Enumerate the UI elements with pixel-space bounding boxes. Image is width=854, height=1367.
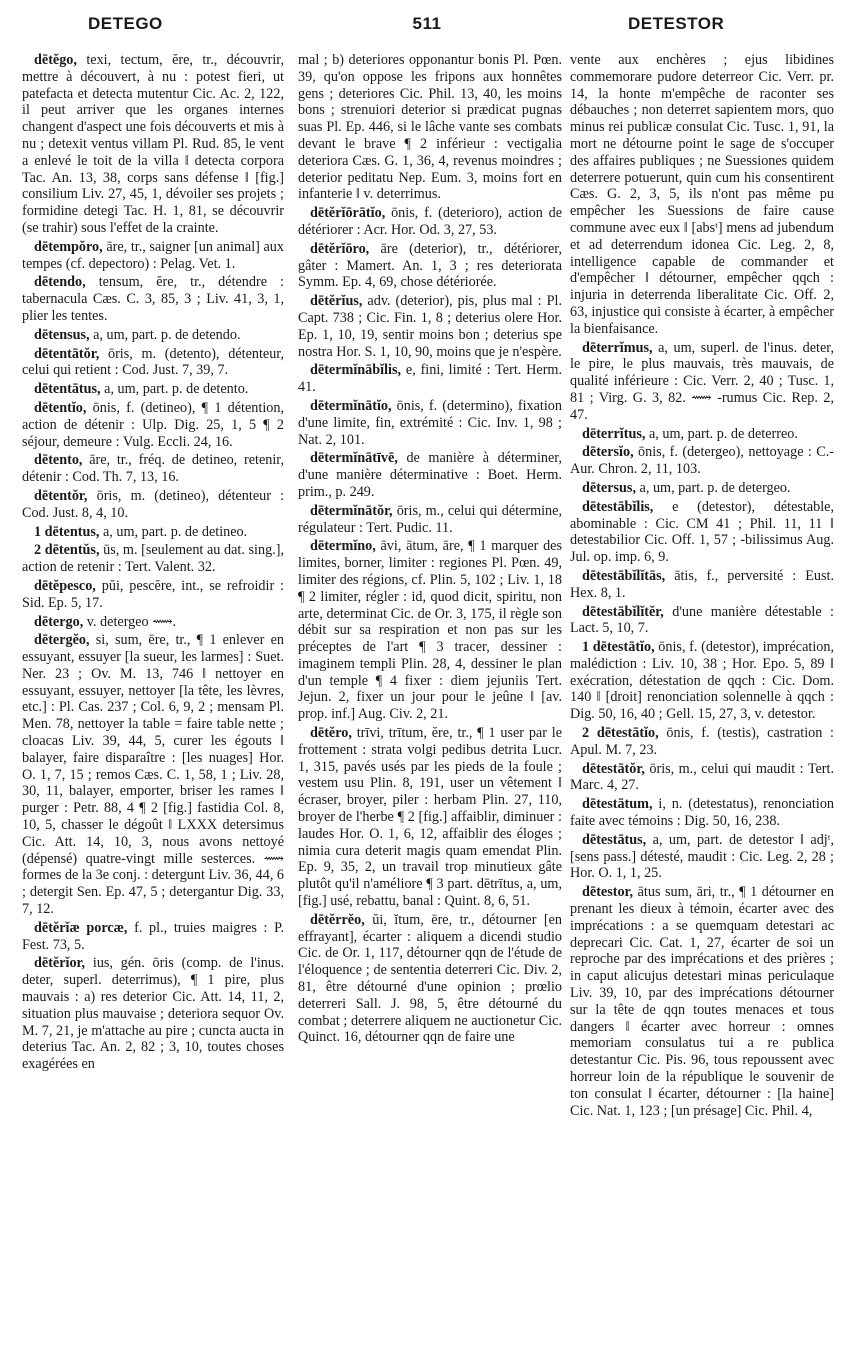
dictionary-entry bbox=[298, 538, 562, 723]
entry-definition: ōnis, f. (determino), fixation d'une limite, fin, extrémité : Cic. Inv. 1, 98 ; Nat. 2, 101. bbox=[298, 397, 562, 448]
dictionary-entry bbox=[22, 542, 284, 576]
dictionary-entry bbox=[22, 327, 284, 344]
entry-definition: a, um, superl. de l'inus. deter, le pire, le plus mauvais, très mauvais, de qualité inférieure : Cic. Verr. 2, 40 ; Tusc. 1, 81 ; Virg. G. 3, 82. ⟿ -rumus Cic. Rep. 2, 47. bbox=[570, 339, 834, 423]
entry-headword: dētersĭo, bbox=[582, 444, 634, 461]
entry-definition: ōnis, f. (deterioro), action de détériorer : Acr. Hor. Od. 3, 27, 53. bbox=[298, 205, 562, 238]
entry-definition: āre (deterior), tr., détériorer, gâter : Mamert. An. 1, 3 ; res deteriorata Symm. Ep. 4, 69, chose détériorée. bbox=[298, 240, 562, 291]
dictionary-entry bbox=[298, 398, 562, 448]
entry-definition: d'une manière détestable : Lact. 5, 10, 7. bbox=[570, 603, 834, 637]
entry-headword: dētĕrĭus, bbox=[310, 293, 363, 310]
entry-definition: vente aux enchères ; ejus libidines commemorare pudore deterreor Cic. Verr. pr. 14, la honte m'empêche de raconter ses débauches ; non deterret sapientem mors, quo minus rei publicæ consulat Cic. Tusc. 1, 91, la mort ne détourne point le sage de s'occuper des affaires publiques ; ne Suessiones quidem deterrere potuerunt, quin cum his consentirent Cæs. G. 2, 3, 5, ils n'ont pas même pu empêcher les Suessions de faire cause commune avec eux ‖ [absᵗ] mens ad jubendum et ad deterrendum idonea Cic. Leg. 2, 8, intelligence capable de commander et d'empêcher ‖ détourner, empêcher qqch : injuria in deterrenda liberalitate Cic. Off. 2, 63, injustice qui consiste à écarter, à empêcher la bienfaisance. bbox=[570, 52, 834, 337]
entry-definition: āre, tr., fréq. de detineo, retenir, détenir : Cod. Th. 7, 13, 16. bbox=[22, 452, 284, 486]
entry-headword: dētentātŏr, bbox=[34, 345, 100, 362]
entry-definition: ōris, m., celui qui détermine, régulateur : Tert. Pudic. 11. bbox=[298, 502, 562, 536]
entry-headword: dētentŏr, bbox=[34, 487, 88, 504]
entry-definition: ūs, m. [seulement au dat. sing.], action de retenir : Tert. Valent. 32. bbox=[22, 542, 284, 576]
dictionary-entry bbox=[570, 761, 834, 795]
entry-headword: dētĕgo, bbox=[34, 52, 77, 68]
entry-definition: a, um, part. p. de deterreo. bbox=[648, 425, 798, 442]
entry-headword: dētermĭnābĭlis, bbox=[310, 362, 402, 379]
entry-definition: f. pl., truies maigres : P. Fest. 73, 5. bbox=[22, 919, 284, 953]
dictionary-entry bbox=[22, 488, 284, 522]
entry-definition: a, um, part. p. de detineo. bbox=[102, 523, 248, 540]
dictionary-entry bbox=[570, 52, 834, 338]
header-last-word: DETESTOR bbox=[628, 14, 725, 33]
page-number: 511 bbox=[412, 14, 442, 33]
dictionary-entry bbox=[298, 725, 562, 910]
dictionary-entry bbox=[570, 832, 834, 882]
entry-headword: dētento, bbox=[34, 452, 83, 469]
dictionary-entry bbox=[298, 52, 562, 203]
dictionary-entry bbox=[570, 725, 834, 759]
dictionary-column-1 bbox=[22, 52, 284, 1357]
entry-definition: si, sum, ēre, tr., ¶ 1 enlever en essuyant, essuyer [la sueur, les larmes] : Suet. Ner. 23 ; Ov. M. 13, 746 ‖ nettoyer en essuyant, essuyer, nettoyer [la tête, les lèvres, etc.] : Pl. Cas. 237 ; Col. 6, 9, 2 ; mensam Pl. Men. 78, nettoyer la table = faire table nette ; cloacas Liv. 39, 44, 5, curer les égouts ‖ balayer, faire disparaître : [les nuages] Hor. O. 1, 7, 15 ; remos Cæs. C. 1, 58, 1 ; Liv. 28, 30, 11, balayer, emporter, briser les rames ‖ purger : Petr. 88, 4 ¶ 2 [fig.] fastidia Col. 8, 10, 5, chasser le dégoût ‖ LXXX detersimus Cic. Att. 14, 10, 3, nous avons nettoyé (dépensé) quatre-vingt mille sesterces. ⟿ formes de la 3e conj. : detergunt Liv. 36, 44, 6 ; detergit Sen. Ep. 47, 5 ; detergantur Dig. 33, 7, 12. bbox=[22, 632, 284, 918]
dictionary-entry bbox=[298, 293, 562, 360]
entry-headword: dētĕrĭōrātĭo, bbox=[310, 205, 386, 222]
dictionary-entry bbox=[22, 381, 284, 398]
dictionary-entry bbox=[298, 241, 562, 291]
entry-definition: e (detestor), détestable, abominable : Cic. CM 41 ; Phil. 11, 11 ‖ detestabilior Cic. Off. 1, 57 ; -bilissimus Aug. Jul. op. imp. 6, 9. bbox=[570, 498, 834, 566]
entry-headword: dētergo, bbox=[34, 613, 84, 630]
entry-definition: ōnis, f. (detestor), imprécation, malédiction : Liv. 10, 38 ; Hor. Epo. 5, 89 ‖ exécration, détestation de qqch : Cic. Dom. 140 ‖ [droit] renonciation solennelle à qqch : Dig. 50, 16, 40 ; Gell. 15, 27, 3, v. detestor. bbox=[570, 639, 834, 723]
dictionary-entry bbox=[298, 912, 562, 1046]
entry-headword: dētermĭnātĭo, bbox=[310, 397, 392, 414]
entry-headword: 2 dētestātĭo, bbox=[582, 725, 659, 742]
dictionary-entry bbox=[298, 503, 562, 537]
dictionary-entry bbox=[22, 578, 284, 612]
dictionary-column-3 bbox=[570, 52, 834, 1357]
dictionary-entry bbox=[22, 614, 284, 631]
entry-headword: dētestor, bbox=[582, 884, 634, 901]
dictionary-entry bbox=[22, 920, 284, 954]
entry-headword: dētestābĭlĭtās, bbox=[582, 567, 666, 584]
entry-definition: pŭi, pescĕre, int., se refroidir : Sid. Ep. 5, 17. bbox=[22, 577, 284, 611]
dictionary-entry bbox=[298, 362, 562, 396]
entry-headword: dētendo, bbox=[34, 274, 86, 291]
entry-headword: dētermĭnātŏr, bbox=[310, 502, 393, 519]
dictionary-entry bbox=[570, 499, 834, 566]
entry-headword: dētĕrĭor, bbox=[34, 955, 86, 972]
entry-definition: āvi, ātum, āre, ¶ 1 marquer des limites, borner, limiter : regiones Pl. Pœn. 49, limiter des régions, cf. Plin. 5, 102 ; Liv. 1, 18 ¶ 2 limiter, régler : id, quod dicit, spiritu, non arte, determinat Cic. de Or. 3, 175, il règle son débit sur sa respiration et non pas sur les préceptes de l'art ¶ 3 tracer, dessiner : imaginem templi Plin. 28, 4, dessiner le plan d'un temple ¶ 4 fixer : diem jejuniis Tert. Jejun. 2, fixer un jour pour le jeûne ‖ [av. prop. inf.] Aug. Civ. 2, 21. bbox=[298, 538, 562, 723]
entry-headword: dētestātŏr, bbox=[582, 760, 645, 777]
entry-definition: ōnis, f. (testis), castration : Apul. M. 7, 23. bbox=[570, 725, 834, 758]
dictionary-entry bbox=[570, 340, 834, 424]
entry-headword: dētestātus, bbox=[582, 831, 647, 848]
entry-headword: dētestātum, bbox=[582, 796, 653, 813]
entry-definition: ōris, m. (detineo), détenteur : Cod. Just. 8, 4, 10. bbox=[22, 487, 284, 521]
entry-headword: dēterrĭtus, bbox=[582, 425, 646, 442]
entry-headword: 2 dētentŭs, bbox=[34, 542, 100, 559]
entry-headword: dēterrĭmus, bbox=[582, 339, 653, 356]
entry-headword: dētentātus, bbox=[34, 381, 101, 398]
dictionary-entry bbox=[570, 884, 834, 1119]
dictionary-entry bbox=[570, 480, 834, 497]
entry-definition: āre, tr., saigner [un animal] aux tempes (cf. depectoro) : Pelag. Vet. 1. bbox=[22, 238, 284, 272]
entry-definition: ius, gén. ōris (comp. de l'inus. deter, superl. deterrimus), ¶ 1 pire, plus mauvais : a) res deterior Cic. Att. 14, 11, 2, situation plus mauvaise ; deteriora sequor Ov. M. 7, 21, je m'attache au pire ; cuncta aucta in deterius Tac. An. 2, 82 ; 3, 10, toutes choses exagérées en bbox=[22, 955, 284, 1073]
entry-headword: dētempŏro, bbox=[34, 238, 103, 255]
entry-headword: dētĕrĭæ porcæ, bbox=[34, 919, 128, 936]
entry-headword: 1 dētestātĭo, bbox=[582, 639, 655, 656]
dictionary-entry bbox=[570, 444, 834, 478]
entry-definition: ŭi, ĭtum, ēre, tr., détourner [en effrayant], écarter : aliquem a dicendi studio Cic. de Or. 1, 117, détourner qqn de l'étude de l'éloquence ; de sententia deterreri Cic. Div. 2, 81, être détourné d'une opinion ; prœlio deterreri Sall. J. 98, 5, être détourné du combat ; deterrere aliquem ne auctionetur Cic. Quinct. 16, détourner qqn de faire une bbox=[298, 911, 562, 1046]
entry-definition: ōnis, f. (detineo), ¶ 1 détention, action de détenir : Ulp. Dig. 25, 1, 5 ¶ 2 séjour, demeure : Vulg. Eccli. 24, 16. bbox=[22, 399, 284, 450]
dictionary-entry bbox=[298, 205, 562, 239]
entry-definition: de manière à déterminer, d'une manière déterminative : Boet. Herm. prim., p. 249. bbox=[298, 450, 562, 500]
entry-headword: dētĕrĭōro, bbox=[310, 240, 370, 257]
entry-definition: a, um, part. p. de detento. bbox=[104, 381, 249, 398]
entry-definition: adv. (deterior), pis, plus mal : Pl. Capt. 738 ; Cic. Fin. 1, 8 ; deterius olere Hor. Ep. 1, 10, 19, sentir moins bon ; deterius spe nostra Hor. S. 1, 10, 90, moins que je n'espère. bbox=[298, 293, 562, 360]
entry-definition: ōris, m., celui qui maudit : Tert. Marc. 4, 27. bbox=[570, 760, 834, 794]
entry-headword: dētĕpesco, bbox=[34, 577, 96, 594]
entry-definition: mal ; b) deteriores opponantur bonis Pl. Pœn. 39, qu'on oppose les fripons aux honnêtes gens ; deteriores Cic. Phil. 13, 40, les moins bons ; strenuiori deterior si prædicat pugnas suas Pl. Ep. 446, si le lâche vante ses combats devant le brave ¶ 2 inférieur : vectigalia deteriora Cæs. G. 1, 36, 4, revenus moindres ; deterior peditatu Nep. Eum. 3, moins fort en infanterie ‖ v. deterrimus. bbox=[298, 52, 562, 203]
running-header bbox=[0, 14, 854, 48]
dictionary-entry bbox=[570, 426, 834, 443]
dictionary-entry bbox=[22, 955, 284, 1073]
dictionary-column-2 bbox=[298, 52, 562, 1357]
dictionary-entry bbox=[22, 274, 284, 324]
dictionary-entry bbox=[22, 239, 284, 273]
dictionary-entry bbox=[22, 400, 284, 450]
entry-definition: tensum, ĕre, tr., détendre : tabernacula Cæs. C. 3, 85, 3 ; Liv. 41, 3, 1, plier les tentes. bbox=[22, 274, 284, 324]
entry-headword: dētestābĭlis, bbox=[582, 498, 654, 515]
entry-definition: a, um, part. de detestor ‖ adjᵗ, [sens pass.] détesté, maudit : Cic. Leg. 2, 28 ; Hor. O. 1, 1, 25. bbox=[570, 831, 834, 882]
entry-headword: dētermĭno, bbox=[310, 538, 376, 555]
entry-definition: texi, tectum, ĕre, tr., découvrir, mettre à découvert, à nu : potest fieri, ut patefacta et detecta mutentur Cic. Ac. 2, 122, il peut arriver que les organes internes changent d'aspect une fois découverts et mis à nu ; detexit ventus villam Pl. Rud. 85, le vent a enlevé le toit de la villa ‖ detecta corpora Tac. An. 13, 38, corps sans défense ‖ [fig.] consilium Liv. 27, 45, 1, dévoiler ses projets ; formidine detegi Tac. H. 1, 81, se découvrir (se trahir) sous l'effet de la crainte. bbox=[22, 52, 284, 236]
entry-definition: a, um, part. p. de detergeo. bbox=[639, 479, 791, 496]
dictionary-entry bbox=[570, 796, 834, 830]
dictionary-entry bbox=[298, 450, 562, 500]
entry-headword: dētermĭnātīvē, bbox=[310, 450, 398, 467]
entry-headword: dētĕrrĕo, bbox=[310, 911, 365, 928]
dictionary-entry bbox=[570, 568, 834, 602]
dictionary-entry bbox=[22, 346, 284, 380]
entry-definition: ātus sum, āri, tr., ¶ 1 détourner en prenant les dieux à témoin, écarter avec des imprécations : a se quemquam detestari ac deprecari Cic. Cat. 1, 27, écarter de soi un reproche par des imprécations et des prières ; in caput alicujus detestari minas periculaque Liv. 39, 10, par des imprécations détourner sur la tête de qqn toutes menaces et tous dangers ‖ écarter avec horreur : omnes memoriam consulatus tui a re publica detestantur Cic. Pis. 96, tous repoussent avec horreur loin de la république le souvenir de ton consulat ‖ écarter, détourner : [la haine] Cic. Nat. 1, 123 ; [un présage] Cic. Phil. 4, bbox=[570, 884, 834, 1119]
entry-headword: 1 dētentus, bbox=[34, 523, 100, 540]
entry-definition: a, um, part. p. de detendo. bbox=[93, 326, 241, 343]
dictionary-entry bbox=[22, 452, 284, 486]
dictionary-entry bbox=[570, 604, 834, 638]
entry-definition: ōris, m. (detento), détenteur, celui qui retient : Cod. Just. 7, 39, 7. bbox=[22, 345, 284, 379]
dictionary-entry bbox=[570, 639, 834, 723]
entry-headword: dētĕro, bbox=[310, 725, 352, 742]
entry-headword: dētergĕo, bbox=[34, 632, 90, 649]
dictionary-entry bbox=[22, 52, 284, 237]
entry-definition: trīvi, trītum, ĕre, tr., ¶ 1 user par le frottement : strata volgi pedibus detrita Lucr. 1, 315, pavés usés par les pieds de la foule ; vestem usu Plin. 8, 191, user un vêtement ‖ écraser, broyer, piler : herbam Plin. 27, 110, broyer de l'herbe ¶ 2 [fig.] affaiblir, diminuer : laudes Hor. O. 1, 6, 12, affaiblir des éloges ; nimia cura deterit magis quam emendat Plin. Ep. 9, 35, 2, un travail trop minutieux gâte plutôt qu'il n'améliore ¶ 3 part. dētrītus, a, um, [fig.] usé, rebattu, banal : Quint. 8, 6, 51. bbox=[298, 725, 562, 910]
entry-definition: ōnis, f. (detergeo), nettoyage : C.-Aur. Chron. 2, 11, 103. bbox=[570, 444, 834, 478]
dictionary-entry bbox=[22, 524, 284, 541]
entry-definition: e, fini, limité : Tert. Herm. 41. bbox=[298, 362, 562, 396]
dictionary-entry bbox=[22, 632, 284, 918]
entry-definition: i, n. (detestatus), renonciation faite avec témoins : Dig. 50, 16, 238. bbox=[570, 796, 834, 830]
entry-headword: dētestābĭlĭtĕr, bbox=[582, 603, 664, 620]
header-first-word: DETEGO bbox=[88, 14, 163, 33]
entry-headword: dētentĭo, bbox=[34, 399, 87, 416]
entry-definition: ātis, f., perversité : Eust. Hex. 8, 1. bbox=[570, 567, 834, 601]
entry-definition: v. detergeo ⟿. bbox=[86, 613, 177, 630]
entry-headword: dētensus, bbox=[34, 326, 90, 343]
entry-headword: dētersus, bbox=[582, 479, 636, 496]
